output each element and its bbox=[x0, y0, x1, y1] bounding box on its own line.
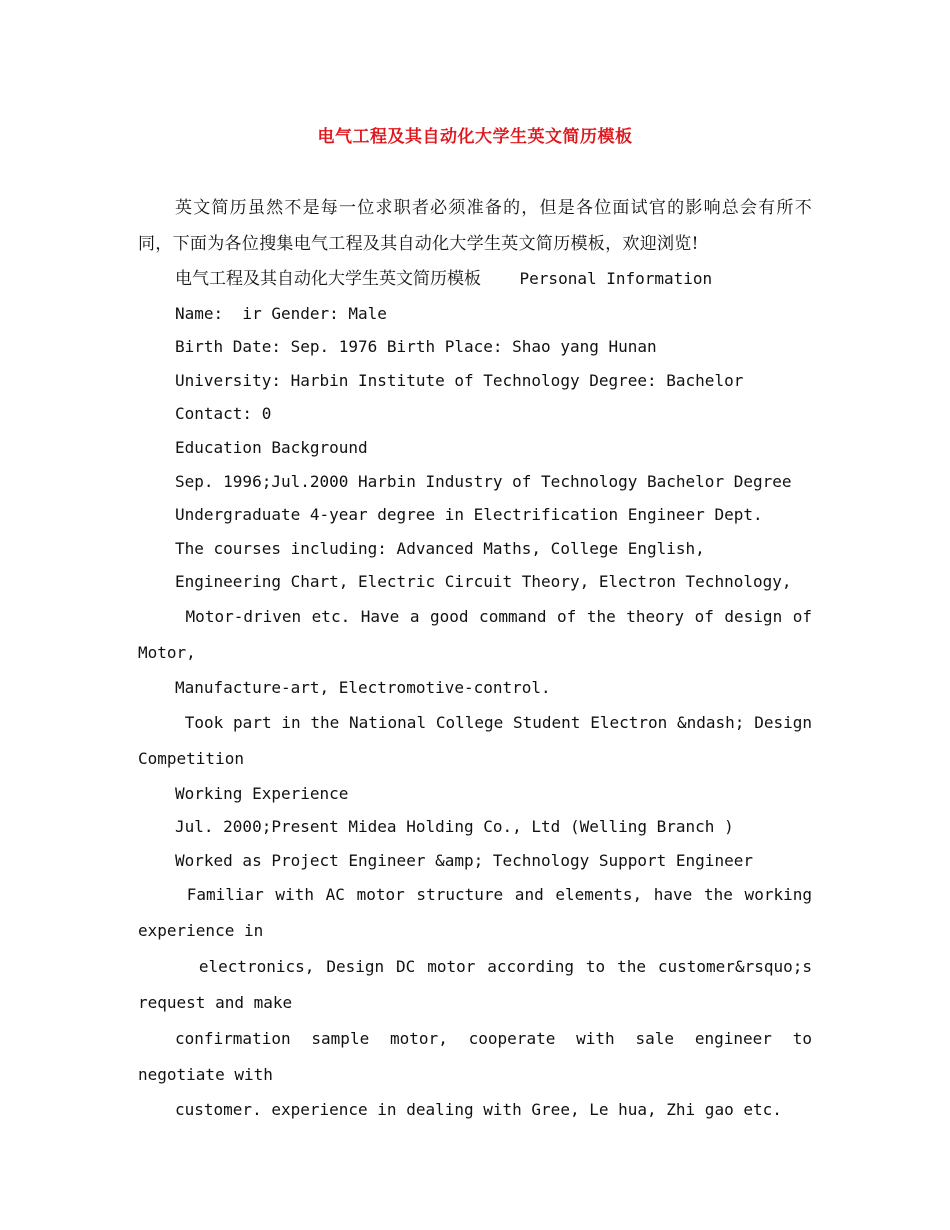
competition-paragraph: Took part in the National College Student Electron &ndash; Design Competition bbox=[138, 712, 822, 768]
manufacture-line: Manufacture-art, Electromotive-control. bbox=[175, 677, 551, 697]
birth-line: Birth Date: Sep. 1976 Birth Place: Shao yang Hunan bbox=[175, 337, 657, 357]
undergraduate-line: Undergraduate 4-year degree in Electrification Engineer Dept. bbox=[175, 505, 763, 525]
education-dates-line: Sep. 1996;Jul.2000 Harbin Industry of Technology Bachelor Degree bbox=[175, 471, 792, 491]
engineering-chart-line: Engineering Chart, Electric Circuit Theory, Electron Technology, bbox=[175, 572, 792, 592]
familiar-paragraph: Familiar with AC motor structure and elements, have the working experience in bbox=[138, 885, 822, 941]
electronics-paragraph: electronics, Design DC motor according to the customer&rsquo;s request and make bbox=[138, 957, 822, 1013]
employment-dates-line: Jul. 2000;Present Midea Holding Co., Ltd (Welling Branch ) bbox=[175, 817, 734, 837]
resume-heading-line bbox=[138, 262, 812, 297]
contact-line: Contact: 0 bbox=[175, 404, 272, 424]
name-gender-line: Name: ir Gender: Male bbox=[175, 303, 387, 323]
courses-line: The courses including: Advanced Maths, College English, bbox=[175, 538, 705, 558]
resume-heading-cn: 电气工程及其自动化大学生英文简历模板 bbox=[175, 269, 481, 289]
confirmation-paragraph: confirmation sample motor, cooperate with sale engineer to negotiate with bbox=[138, 1029, 822, 1085]
customer-line: customer. experience in dealing with Gree, Le hua, Zhi gao etc. bbox=[175, 1100, 782, 1120]
education-heading: Education Background bbox=[175, 437, 368, 457]
motor-paragraph: Motor-driven etc. Have a good command of the theory of design of Motor, bbox=[138, 606, 822, 662]
resume-heading-en: Personal Information bbox=[481, 269, 713, 288]
university-line: University: Harbin Institute of Technology Degree: Bachelor bbox=[175, 370, 744, 390]
document-body bbox=[138, 190, 822, 1127]
working-experience-heading: Working Experience bbox=[175, 783, 349, 803]
document-title: 电气工程及其自动化大学生英文简历模板 bbox=[317, 127, 633, 147]
intro-paragraph: 英文简历虽然不是每一位求职者必须准备的，但是各位面试官的影响总会有所不同，下面为各位搜集电气工程及其自动化大学生英文简历模板，欢迎浏览! bbox=[138, 198, 812, 254]
job-title-line: Worked as Project Engineer &amp; Technology Support Engineer bbox=[175, 850, 753, 870]
